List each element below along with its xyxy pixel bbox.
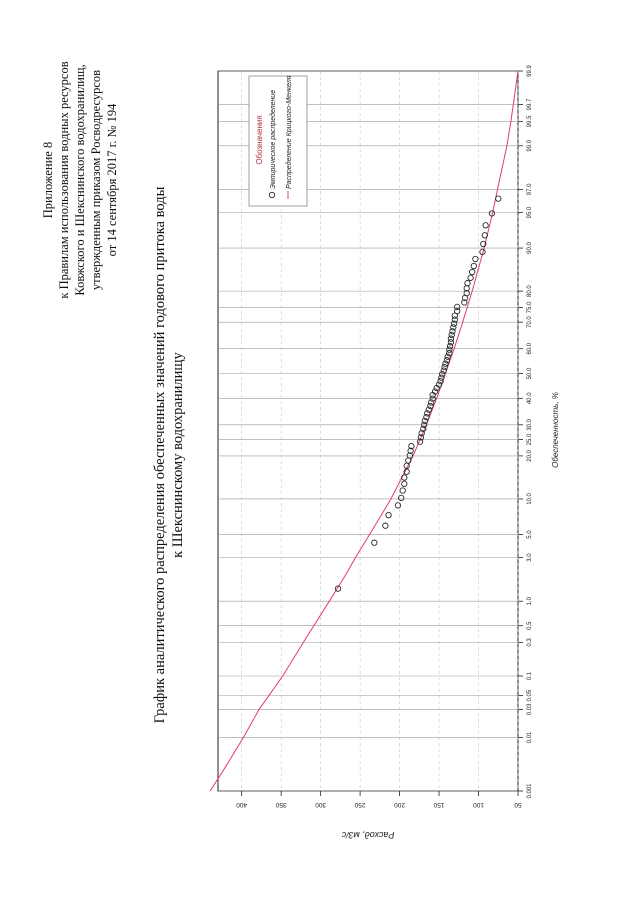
x-tick-label: 80.0 xyxy=(527,285,533,297)
x-tick-label: 97.0 xyxy=(527,183,533,196)
x-tick-label: 50.0 xyxy=(527,367,533,380)
x-tick-label: 99.5 xyxy=(527,115,533,128)
series-points-empirical xyxy=(335,196,501,591)
x-tick-label: 99.0 xyxy=(527,139,533,152)
x-tick-label: 25.0 xyxy=(527,433,533,446)
y-tick-label: 150 xyxy=(433,801,445,808)
y-tick-label: 200 xyxy=(394,801,406,808)
legend xyxy=(249,75,307,206)
chart-title-block xyxy=(152,186,186,723)
data-point xyxy=(449,332,454,337)
data-point xyxy=(402,481,407,486)
x-axis-title: Обеспеченность, % xyxy=(551,392,560,468)
x-tick-label: 20.0 xyxy=(527,450,533,462)
y-axis-title: Расход, м3/с xyxy=(341,830,395,840)
data-point xyxy=(372,540,377,545)
x-tick-labels xyxy=(527,65,533,799)
data-point xyxy=(451,325,456,330)
data-point xyxy=(483,223,488,228)
x-tick-label: 0.3 xyxy=(527,638,533,647)
legend-entry-empirical: Эмпирическое распределение xyxy=(270,89,277,189)
data-point xyxy=(496,196,501,201)
y-tick-label: 350 xyxy=(275,801,287,808)
data-point xyxy=(470,269,475,274)
y-tick-label: 300 xyxy=(315,801,327,808)
data-point xyxy=(399,495,404,500)
data-point xyxy=(473,256,478,261)
data-point xyxy=(471,263,476,268)
x-tick-label: 10.0 xyxy=(527,493,533,505)
data-point xyxy=(383,523,388,528)
header-line-5: от 14 сентября 2017 г. № 194 xyxy=(105,103,119,257)
data-point xyxy=(448,336,453,341)
data-point xyxy=(386,512,391,517)
header-line-1: Приложение 8 xyxy=(41,141,55,219)
x-tick-label: 0.05 xyxy=(527,689,533,702)
y-tick-label: 250 xyxy=(354,801,366,808)
data-point xyxy=(395,503,400,508)
data-point xyxy=(468,275,473,280)
legend-entry-kritsky-menkel: Распределение Крицкого-Менкеля xyxy=(286,75,293,189)
header-line-3: Ковжского и Шекснинского водохранилищ, xyxy=(73,64,87,296)
header-line-4: утвержденным приказом Росводресурсов xyxy=(89,69,103,291)
y-tick-labels xyxy=(236,801,522,808)
x-tick-label: 70.0 xyxy=(527,316,533,329)
x-tick-label: 75.0 xyxy=(527,301,533,314)
x-tick-label: 60.0 xyxy=(527,342,533,355)
x-tick-label: 99.7 xyxy=(527,98,533,111)
x-tick-label: 30.0 xyxy=(527,418,533,431)
x-tick-label: 0.001 xyxy=(527,783,533,799)
data-point xyxy=(443,361,448,366)
chart-title-line-1: График аналитического распределения обеспеченных значений годового притока воды xyxy=(152,186,168,724)
chart-title-line-2: к Шекснинскому водохранилищу xyxy=(170,352,186,558)
x-tick-label: 0.1 xyxy=(527,671,533,681)
header-line-2: к Правилам использования водных ресурсов xyxy=(57,61,71,299)
x-tick-label: 1.0 xyxy=(527,597,533,606)
x-tick-label: 40.0 xyxy=(527,392,533,405)
y-tick-label: 400 xyxy=(236,801,248,808)
x-tick-label: 99.9 xyxy=(527,65,533,77)
x-tick-label: 0.03 xyxy=(527,703,533,716)
x-tick-label: 90.0 xyxy=(527,242,533,254)
x-tick-label: 95.0 xyxy=(527,206,533,219)
x-tick-label: 3.0 xyxy=(527,553,533,562)
header-block xyxy=(41,61,119,298)
x-tick-label: 0.01 xyxy=(527,731,533,744)
x-tick-label: 5.0 xyxy=(527,530,533,539)
y-tick-label: 50 xyxy=(514,801,522,808)
data-point xyxy=(400,488,405,493)
data-point xyxy=(465,281,470,286)
x-tick-label: 0.5 xyxy=(527,621,533,630)
y-tick-label: 100 xyxy=(473,801,484,808)
legend-title: Обозначения xyxy=(255,115,264,165)
